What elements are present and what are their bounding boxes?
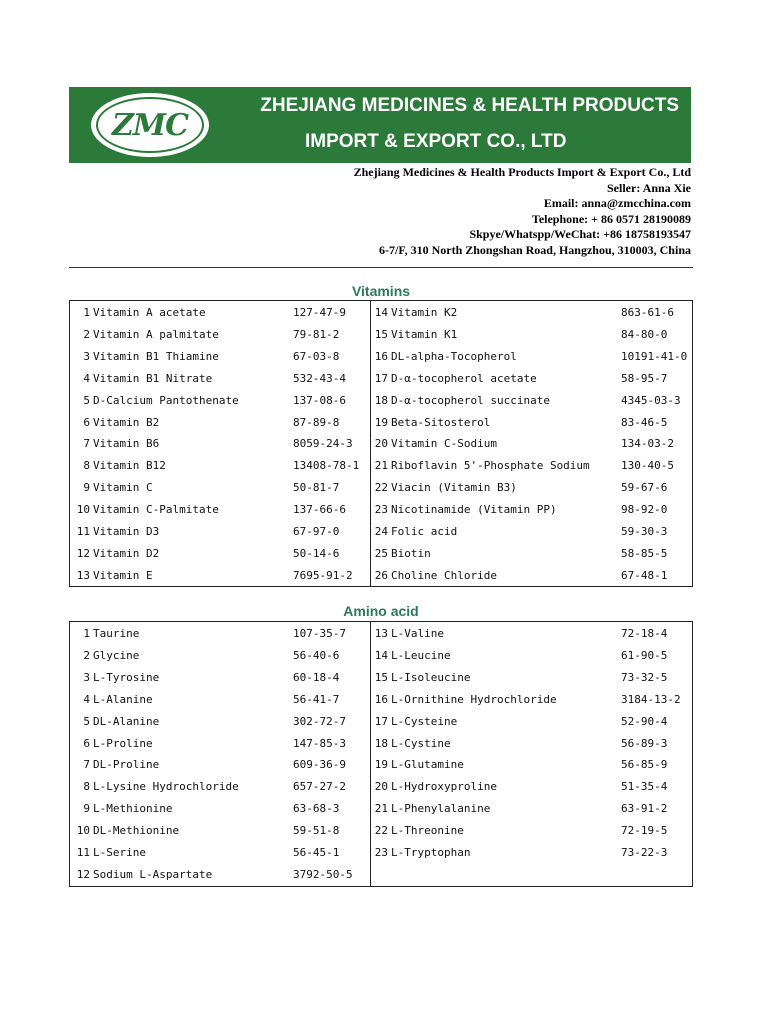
row-number: 21 (374, 802, 388, 816)
table-row (70, 368, 382, 390)
cas-number: 657-27-2 (293, 780, 346, 794)
row-number: 1 (83, 306, 90, 319)
cas-number: 63-91-2 (621, 802, 668, 816)
cas-number: 58-85-5 (621, 546, 668, 560)
contact-block (354, 165, 691, 258)
table-row (371, 733, 683, 755)
product-name: D-Calcium Pantothenate (93, 393, 239, 407)
table-row (70, 733, 382, 755)
row-number: 13 (374, 627, 388, 640)
cas-number: 8059-24-3 (293, 437, 353, 451)
cas-number: 58-95-7 (621, 371, 668, 385)
table-row (371, 543, 683, 565)
table-row (371, 433, 683, 455)
product-name: Vitamin B2 (93, 415, 160, 429)
table-row (371, 390, 683, 412)
header-divider (69, 267, 693, 268)
table-row (70, 820, 382, 842)
cas-number: 107-35-7 (293, 627, 346, 640)
row-number: 2 (83, 327, 90, 341)
product-name: L-Isoleucine (391, 670, 471, 684)
table-row (70, 623, 382, 645)
product-name: D-α-tocopherol succinate (391, 393, 550, 407)
row-number: 11 (76, 525, 90, 538)
product-name: L-Serine (93, 846, 146, 859)
cas-number: 63-68-3 (293, 802, 340, 816)
row-number: 12 (76, 546, 90, 560)
product-name: Sodium L-Aspartate (93, 867, 213, 881)
company-title-line1: ZHEJIANG MEDICINES & HEALTH PRODUCTS (260, 95, 679, 116)
table-row (70, 324, 382, 346)
row-number: 12 (76, 867, 90, 881)
table-row (70, 754, 382, 776)
cas-number: 79-81-2 (293, 327, 340, 341)
cas-number: 130-40-5 (621, 459, 674, 473)
telephone-line: Telephone: + 86 0571 28190089 (531, 211, 691, 226)
table-row (70, 776, 382, 798)
row-number: 15 (374, 327, 388, 341)
company-name: Zhejiang Medicines & Health Products Import & Export Co., Ltd (353, 165, 691, 179)
row-number: 14 (374, 648, 388, 662)
row-number: 4 (83, 371, 90, 385)
product-name: Viacin (Vitamin B3) (391, 481, 517, 495)
product-name: L-Tryptophan (391, 846, 471, 859)
row-number: 9 (83, 802, 90, 816)
row-number: 2 (83, 648, 90, 662)
amino-section-title: Amino acid (343, 603, 419, 619)
cas-number: 50-14-6 (293, 546, 340, 560)
cas-number: 56-40-6 (293, 648, 340, 662)
header-banner (69, 87, 691, 163)
product-name: L-Phenylalanine (391, 802, 491, 816)
cas-number: 59-30-3 (621, 525, 668, 538)
table-row (371, 499, 683, 521)
product-name: Nicotinamide (Vitamin PP) (391, 503, 557, 517)
cas-number: 87-89-8 (293, 415, 340, 429)
table-row (70, 499, 382, 521)
product-name: Vitamin A acetate (93, 306, 206, 319)
table-row (70, 412, 382, 434)
table-row (70, 455, 382, 477)
table-row (371, 667, 683, 689)
product-name: Biotin (391, 546, 431, 560)
table-row (371, 645, 683, 667)
row-number: 6 (83, 415, 90, 429)
table-row (70, 390, 382, 412)
cas-number: 73-22-3 (621, 846, 668, 859)
product-name: Beta-Sitosterol (391, 415, 491, 429)
table-row (371, 521, 683, 543)
product-name: Riboflavin 5'-Phosphate Sodium (391, 459, 590, 473)
product-name: L-Cystine (391, 736, 451, 750)
row-number: 20 (374, 437, 388, 451)
product-name: Vitamin E (93, 568, 153, 582)
table-row (371, 754, 683, 776)
cas-number: 3792-50-5 (293, 867, 353, 881)
row-number: 13 (76, 568, 90, 582)
table-row (70, 543, 382, 565)
product-name: DL-alpha-Tocopherol (391, 349, 517, 363)
row-number: 1 (83, 627, 90, 640)
row-number: 6 (83, 736, 90, 750)
cas-number: 67-48-1 (621, 568, 668, 582)
row-number: 10 (76, 503, 90, 517)
vitamins-left-column (70, 301, 382, 586)
row-number: 10 (76, 824, 90, 838)
row-number: 21 (374, 459, 388, 473)
table-row (70, 521, 382, 543)
row-number: 14 (374, 306, 388, 319)
product-name: L-Cysteine (391, 714, 458, 728)
product-name: Vitamin C (93, 481, 153, 495)
table-row (371, 324, 683, 346)
row-number: 25 (374, 546, 388, 560)
cas-number: 4345-03-3 (621, 393, 681, 407)
row-number: 19 (374, 758, 388, 772)
product-name: Taurine (93, 627, 140, 640)
product-name: L-Leucine (391, 648, 451, 662)
product-name: L-Tyrosine (93, 670, 160, 684)
company-title-line2: IMPORT & EXPORT CO., LTD (305, 131, 567, 152)
email-line: Email: anna@zmcchina.com (543, 196, 691, 210)
amino-left-column (70, 622, 382, 886)
seller-name: Seller: Anna Xie (607, 180, 691, 195)
cas-number: 67-97-0 (293, 525, 340, 538)
table-row (371, 346, 688, 368)
cas-number: 98-92-0 (621, 503, 668, 517)
product-name: DL-Proline (93, 758, 160, 772)
row-number: 7 (83, 758, 90, 772)
table-row (371, 455, 683, 477)
row-number: 5 (83, 393, 90, 407)
table-row (371, 623, 683, 645)
product-name: DL-Alanine (93, 714, 160, 728)
row-number: 17 (374, 714, 388, 728)
table-row (371, 477, 683, 499)
cas-number: 56-89-3 (621, 736, 668, 750)
product-name: L-Alanine (93, 692, 153, 706)
product-name: Vitamin A palmitate (93, 327, 219, 341)
row-number: 3 (83, 670, 90, 684)
row-number: 18 (374, 393, 388, 407)
cas-number: 84-80-0 (621, 327, 668, 341)
product-name: DL-Methionine (93, 824, 180, 838)
row-number: 17 (374, 371, 388, 385)
product-name: L-Proline (93, 736, 153, 750)
cas-number: 137-08-6 (293, 393, 346, 407)
product-name: Vitamin B12 (93, 459, 166, 473)
row-number: 23 (374, 846, 388, 859)
cas-number: 609-36-9 (293, 758, 346, 772)
logo-text: ZMC (112, 107, 188, 143)
product-name: Vitamin K2 (391, 306, 458, 319)
row-number: 4 (83, 692, 90, 706)
product-name: L-Lysine Hydrochloride (93, 780, 239, 794)
cas-number: 51-35-4 (621, 780, 668, 794)
zmc-logo (91, 93, 209, 157)
table-row (70, 346, 382, 368)
row-number: 7 (83, 437, 90, 451)
amino-right-column (370, 622, 683, 886)
messenger-line: Skpye/Whatspp/WeChat: +86 18758193547 (469, 227, 691, 241)
product-name: Vitamin D3 (93, 525, 160, 538)
cas-number: 72-19-5 (621, 824, 668, 838)
product-name: L-Methionine (93, 802, 173, 816)
table-row (371, 798, 683, 820)
product-name: Vitamin C-Sodium (391, 437, 497, 451)
cas-number: 147-85-3 (293, 736, 346, 750)
table-row (70, 302, 382, 324)
cas-number: 61-90-5 (621, 648, 668, 662)
table-row (70, 645, 382, 667)
row-number: 11 (76, 846, 90, 859)
product-name: L-Valine (391, 627, 444, 640)
product-name: Vitamin B1 Nitrate (93, 371, 213, 385)
address-line: 6-7/F, 310 North Zhongshan Road, Hangzhou, 310003, China (379, 242, 691, 257)
product-name: D-α-tocopherol acetate (391, 371, 537, 385)
product-name: Vitamin K1 (391, 327, 458, 341)
product-name: Choline Chloride (391, 568, 497, 582)
table-row (70, 667, 382, 689)
product-name: Vitamin B6 (93, 437, 160, 451)
table-row (371, 776, 683, 798)
cas-number: 7695-91-2 (293, 568, 353, 582)
row-number: 26 (374, 568, 388, 582)
row-number: 22 (374, 824, 388, 838)
row-number: 15 (374, 670, 388, 684)
table-row (70, 565, 382, 587)
cas-number: 863-61-6 (621, 306, 674, 319)
cas-number: 72-18-4 (621, 627, 668, 640)
table-row (70, 477, 382, 499)
vitamins-section-title: Vitamins (351, 283, 411, 299)
row-number: 16 (374, 349, 388, 363)
row-number: 22 (374, 481, 388, 495)
table-row (70, 711, 382, 733)
row-number: 20 (374, 780, 388, 794)
product-name: Vitamin D2 (93, 546, 160, 560)
vitamins-right-column (370, 301, 688, 586)
logo-ring (96, 97, 204, 153)
cas-number: 137-66-6 (293, 503, 346, 517)
row-number: 16 (374, 692, 388, 706)
cas-number: 302-72-7 (293, 714, 346, 728)
row-number: 24 (374, 525, 388, 538)
cas-number: 56-45-1 (293, 846, 340, 859)
product-name: L-Glutamine (391, 758, 464, 772)
row-number: 18 (374, 736, 388, 750)
table-row (371, 412, 683, 434)
vitamins-table (69, 300, 693, 587)
table-row (70, 798, 382, 820)
product-name: L-Hydroxyproline (391, 780, 497, 794)
table-row (70, 842, 382, 864)
table-row (371, 820, 683, 842)
amino-acid-table (69, 621, 693, 887)
row-number: 9 (83, 481, 90, 495)
table-row (371, 368, 683, 390)
cas-number: 56-41-7 (293, 692, 340, 706)
cas-number: 56-85-9 (621, 758, 668, 772)
table-row (371, 302, 683, 324)
table-row (70, 433, 382, 455)
table-row (70, 689, 382, 711)
cas-number: 83-46-5 (621, 415, 668, 429)
row-number: 8 (83, 459, 90, 473)
product-name: L-Ornithine Hydrochloride (391, 692, 557, 706)
product-name: Glycine (93, 648, 140, 662)
table-row (371, 711, 683, 733)
row-number: 23 (374, 503, 388, 517)
cas-number: 73-32-5 (621, 670, 668, 684)
table-row (371, 842, 683, 864)
product-name: Folic acid (391, 525, 458, 538)
product-name: Vitamin B1 Thiamine (93, 349, 219, 363)
cas-number: 59-67-6 (621, 481, 668, 495)
row-number: 3 (83, 349, 90, 363)
cas-number: 127-47-9 (293, 306, 346, 319)
product-name: Vitamin C-Palmitate (93, 503, 219, 517)
cas-number: 532-43-4 (293, 371, 346, 385)
cas-number: 10191-41-0 (621, 349, 688, 363)
cas-number: 13408-78-1 (293, 459, 360, 473)
cas-number: 67-03-8 (293, 349, 340, 363)
product-name: L-Threonine (391, 824, 464, 838)
cas-number: 3184-13-2 (621, 692, 681, 706)
cas-number: 50-81-7 (293, 481, 340, 495)
row-number: 5 (83, 714, 90, 728)
cas-number: 134-03-2 (621, 437, 674, 451)
table-row (371, 689, 683, 711)
row-number: 19 (374, 415, 388, 429)
cas-number: 60-18-4 (293, 670, 340, 684)
cas-number: 59-51-8 (293, 824, 340, 838)
cas-number: 52-90-4 (621, 714, 668, 728)
row-number: 8 (83, 780, 90, 794)
table-row (70, 864, 382, 886)
table-row (371, 565, 683, 587)
